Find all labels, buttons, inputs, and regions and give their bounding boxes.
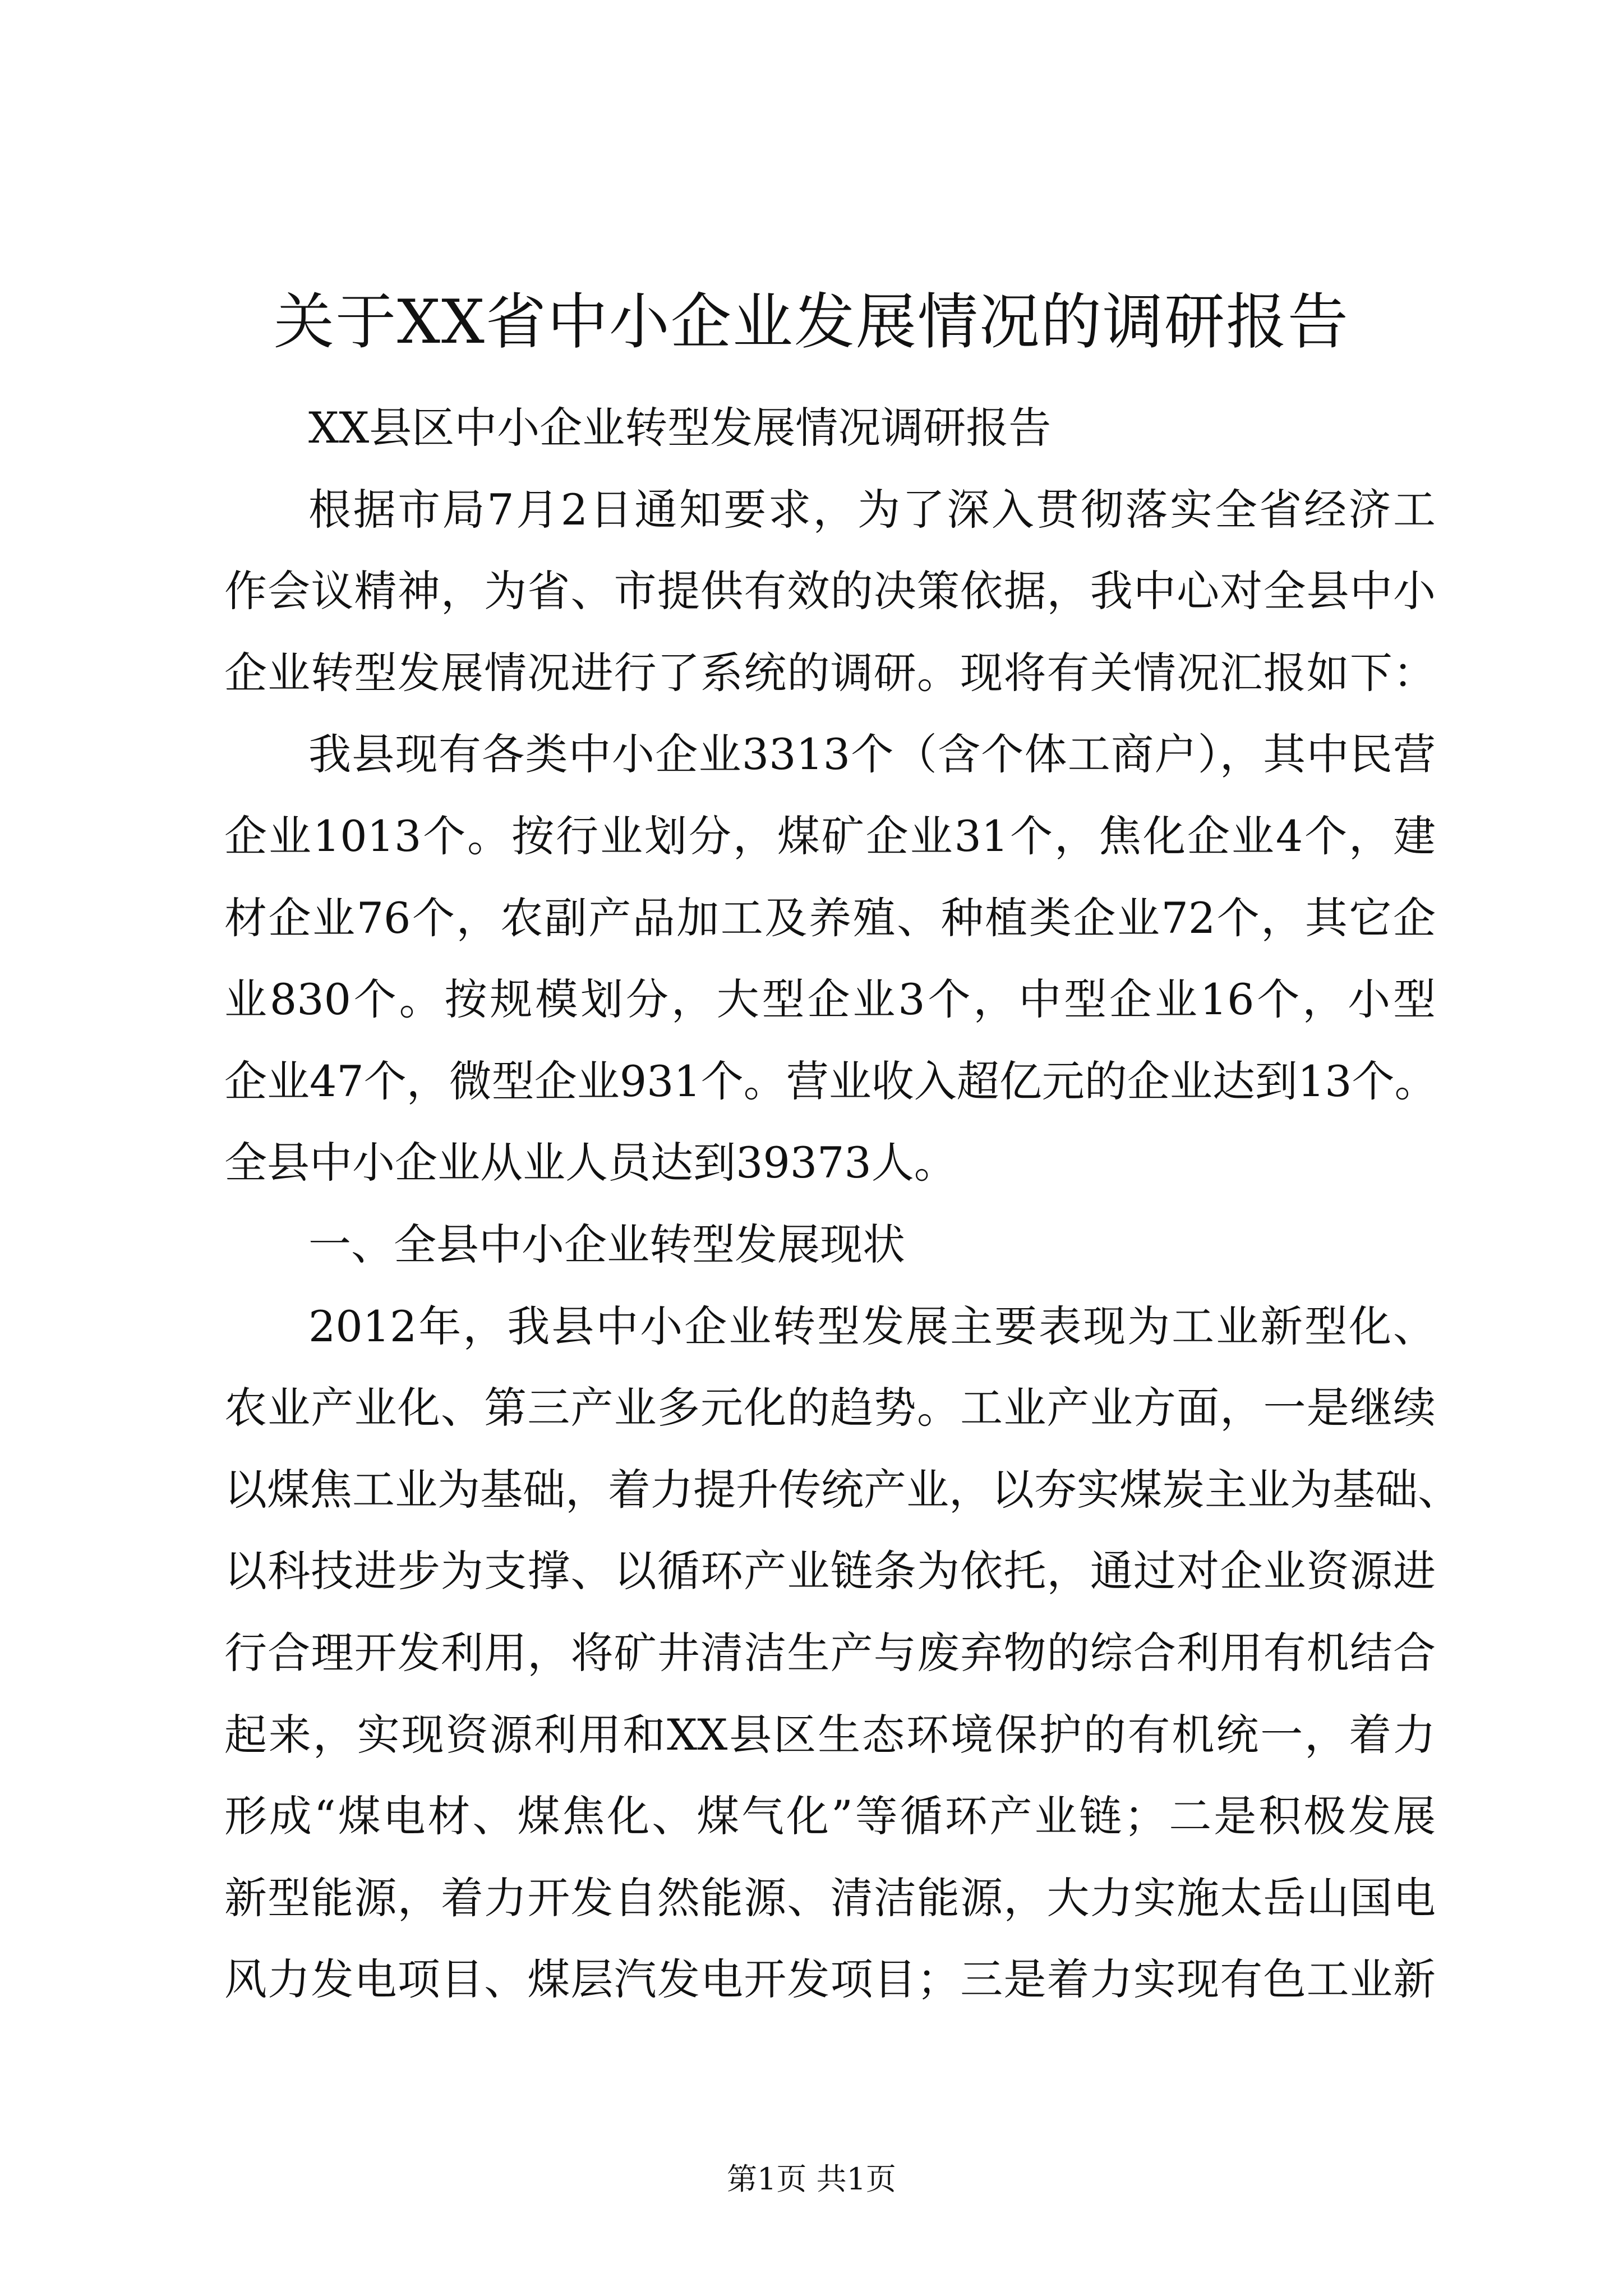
paragraph-line: 作会议精神，为省、市提供有效的决策依据，我中心对全县中小 — [224, 566, 1436, 616]
paragraph-line: 形成“煤电材、煤焦化、煤气化”等循环产业链；二是积极发展 — [224, 1791, 1436, 1842]
paragraph-line: 起来，实现资源利用和XX县区生态环境保护的有机统一，着力 — [224, 1709, 1436, 1760]
paragraph-line: 行合理开发利用，将矿井清洁生产与废弃物的综合利用有机结合 — [224, 1627, 1436, 1678]
page-indicator: 第1页 共1页 — [727, 2161, 896, 2197]
paragraph-line: 我县现有各类中小企业3313个（含个体工商户），其中民营 — [308, 729, 1436, 780]
paragraph-line: 企业47个，微型企业931个。营业收入超亿元的企业达到13个。 — [224, 1056, 1437, 1106]
paragraph-line: 2012年，我县中小企业转型发展主要表现为工业新型化、 — [308, 1301, 1436, 1351]
paragraph-line: 企业转型发展情况进行了系统的调研。现将有关情况汇报如下： — [224, 647, 1436, 698]
paragraph-line: 农业产业化、第三产业多元化的趋势。工业产业方面，一是继续 — [224, 1383, 1436, 1433]
paragraph-line: 企业1013个。按行业划分，煤矿企业31个，焦化企业4个，建 — [224, 811, 1436, 861]
paragraph-line: 以煤焦工业为基础，着力提升传统产业，以夯实煤炭主业为基础、 — [224, 1464, 1460, 1515]
paragraph-line: 业830个。按规模划分，大型企业3个，中型企业16个，小型 — [224, 974, 1436, 1025]
paragraph-line: 材企业76个，农副产品加工及养殖、种植类企业72个，其它企 — [224, 892, 1436, 943]
document-body — [224, 387, 1460, 2021]
paragraph-line: 根据市局7月2日通知要求，为了深入贯彻落实全省经济工 — [308, 484, 1436, 535]
subtitle-line: XX县区中小企业转型发展情况调研报告 — [308, 403, 1052, 453]
document-title: 关于XX省中小企业发展情况的调研报告 — [274, 287, 1349, 357]
paragraph-line: 新型能源，着力开发自然能源、清洁能源，大力实施太岳山国电 — [224, 1872, 1436, 1923]
section-heading: 一、全县中小企业转型发展现状 — [308, 1219, 905, 1269]
paragraph-line: 以科技进步为支撑、以循环产业链条为依托，通过对企业资源进 — [224, 1546, 1436, 1596]
paragraph-line: 风力发电项目、煤层汽发电开发项目；三是着力实现有色工业新 — [224, 1954, 1436, 2005]
paragraph-line: 全县中小企业从业人员达到39373人。 — [224, 1138, 957, 1188]
